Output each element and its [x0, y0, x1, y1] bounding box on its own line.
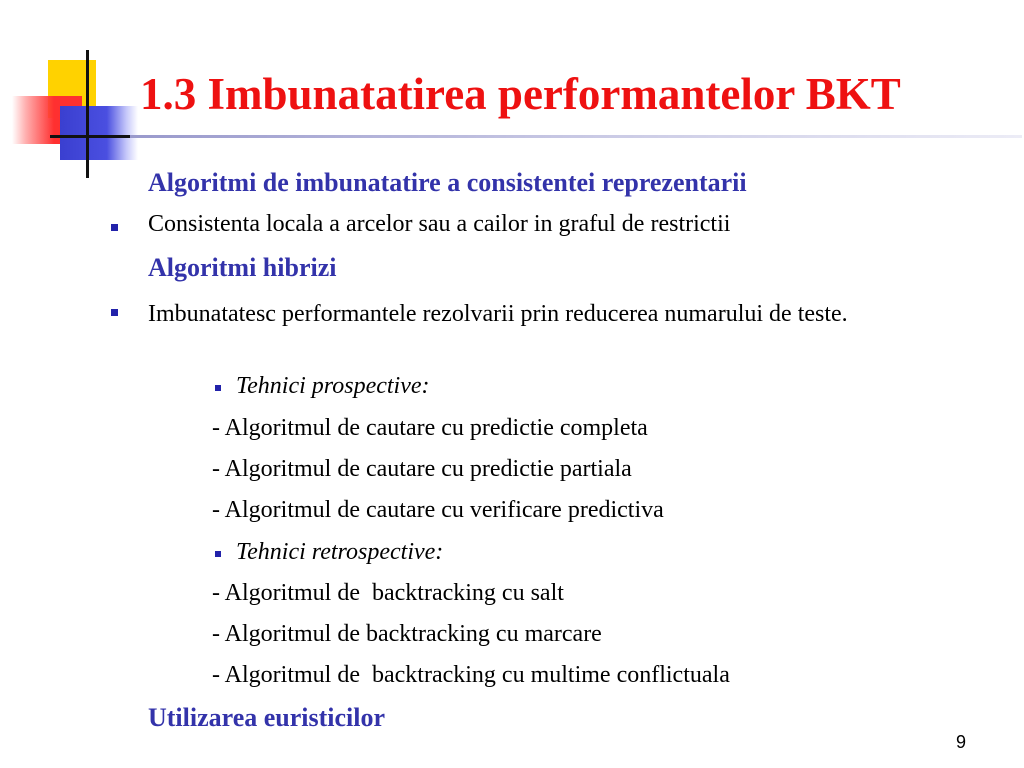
corner-decoration: [0, 0, 150, 190]
title-underline: [130, 135, 1022, 138]
slide-title: 1.3 Imbunatatirea performantelor BKT: [140, 69, 901, 119]
list-item: - Algoritmul de backtracking cu multime conflictuala: [212, 662, 730, 688]
bullet-square-icon: [111, 224, 118, 231]
decoration-vertical-line: [86, 50, 89, 178]
list-item: - Algoritmul de backtracking cu salt: [212, 580, 564, 606]
heading-hybrid-algorithms: Algoritmi hibrizi: [148, 253, 337, 282]
bullet-performance-improvement: Imbunatatesc performantele rezolvarii prin reducerea numarului de teste.: [148, 301, 848, 327]
bullet-local-consistency: Consistenta locala a arcelor sau a cailor in graful de restrictii: [148, 211, 731, 237]
sub-bullet-square-icon: [215, 551, 221, 557]
page-number: 9: [955, 732, 966, 752]
heading-heuristics: Utilizarea euristicilor: [148, 703, 386, 732]
list-item: - Algoritmul de backtracking cu marcare: [212, 621, 602, 647]
decoration-horizontal-line: [50, 135, 130, 138]
sub-heading-retrospective-techniques: Tehnici retrospective:: [236, 539, 444, 565]
sub-heading-prospective-techniques: Tehnici prospective:: [236, 373, 430, 399]
decoration-blue-square: [60, 106, 138, 160]
list-item: - Algoritmul de cautare cu verificare predictiva: [212, 497, 664, 523]
list-item: - Algoritmul de cautare cu predictie partiala: [212, 456, 632, 482]
list-item: - Algoritmul de cautare cu predictie completa: [212, 415, 648, 441]
bullet-square-icon: [111, 309, 118, 316]
sub-bullet-square-icon: [215, 385, 221, 391]
heading-consistency-algorithms: Algoritmi de imbunatatire a consistentei reprezentarii: [148, 168, 747, 197]
